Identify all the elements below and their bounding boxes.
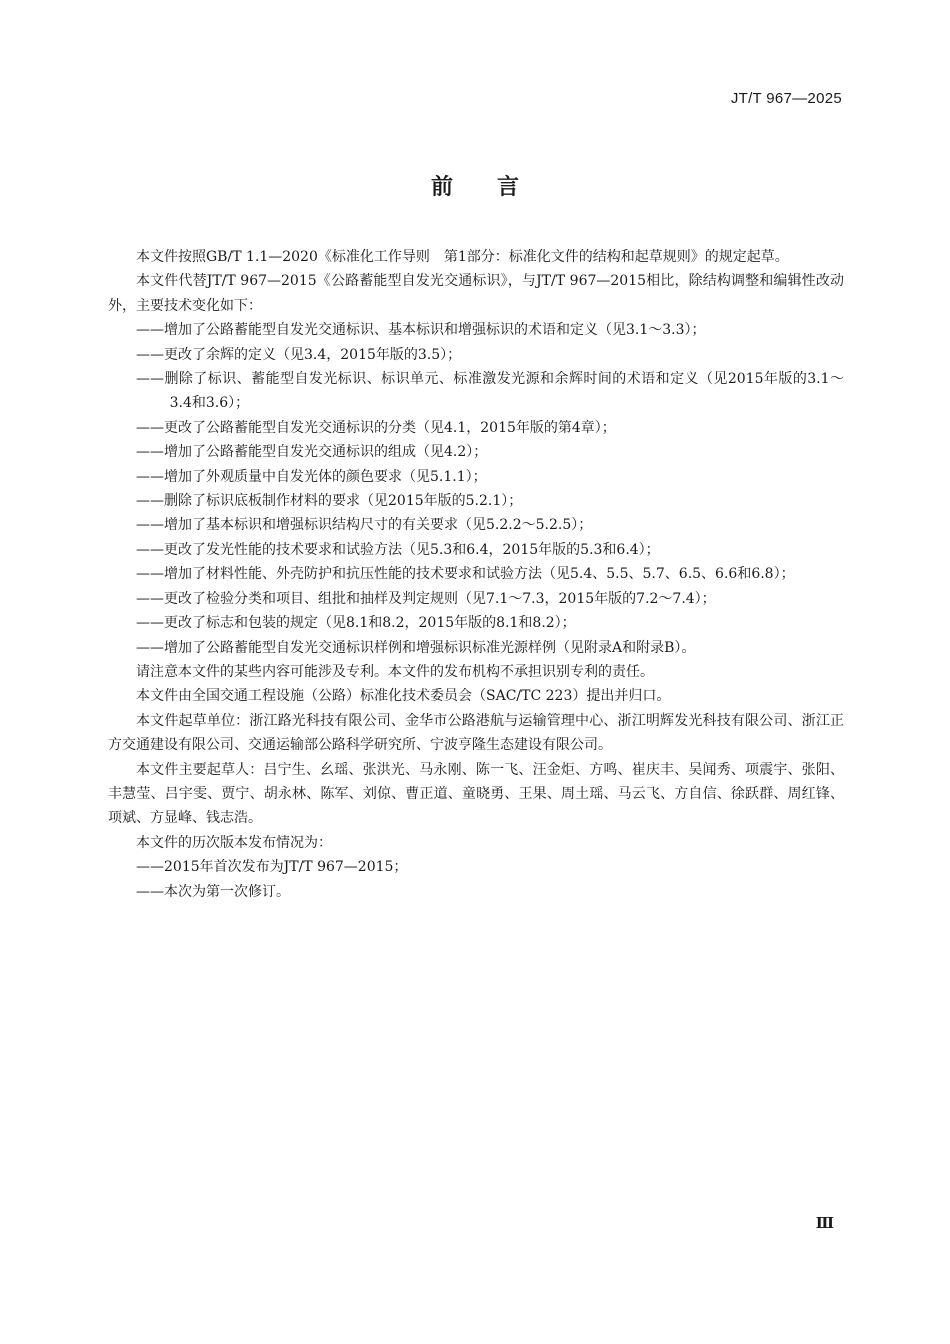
paragraph: 本文件按照GB/T 1.1—2020《标准化工作导则 第1部分：标准化文件的结构和起草规则》的规定起草。 — [136, 249, 789, 265]
change-item: ——增加了公路蓄能型自发光交通标识的组成（见4.2）； — [136, 444, 488, 461]
paragraph: 本文件代替JT/T 967—2015《公路蓄能型自发光交通标识》，与JT/T 967—2015相比，除结构调整和编辑性改动外，主要技术变化如下： — [108, 273, 844, 314]
change-item: ——增加了基本标识和增强标识结构尺寸的有关要求（见5.2.2～5.2.5）； — [136, 517, 593, 534]
change-item: ——更改了余辉的定义（见3.4，2015年版的3.5）； — [136, 346, 462, 363]
change-item: ——增加了公路蓄能型自发光交通标识样例和增强标识标准光源样例（见附录A和附录B）。 — [136, 639, 696, 656]
doc-code: JT/T 967—2025 — [730, 90, 842, 107]
change-item: ——更改了发光性能的技术要求和试验方法（见5.3和6.4，2015年版的5.3和6.4）； — [136, 541, 660, 558]
document-body — [108, 245, 844, 904]
paragraph: 本文件起草单位：浙江路光科技有限公司、金华市公路港航与运输管理中心、浙江明辉发光科技有限公司、浙江正方交通建设有限公司、交通运输部公路科学研究所、宁波亨隆生态建设有限公司。 — [108, 712, 844, 754]
change-item: ——增加了材料性能、外壳防护和抗压性能的技术要求和试验方法（见5.4、5.5、5.7、6.5、6.6和6.8）； — [136, 566, 795, 583]
change-item: ——删除了标识、蓄能型自发光标识、标识单元、标准激发光源和余辉时间的术语和定义（见2015年版的3.1～3.4和3.6）； — [136, 371, 844, 412]
history-item: ——2015年首次发布为JT/T 967—2015； — [136, 859, 408, 876]
history-item: ——本次为第一次修订。 — [136, 883, 290, 900]
change-item: ——更改了公路蓄能型自发光交通标识的分类（见4.1，2015年版的第4章）； — [136, 419, 616, 436]
change-item: ——删除了标识底板制作材料的要求（见2015年版的5.2.1）； — [136, 493, 523, 510]
paragraph: 本文件由全国交通工程设施（公路）标准化技术委员会（SAC/TC 223）提出并归口。 — [136, 688, 671, 705]
change-item: ——增加了外观质量中自发光体的颜色要求（见5.1.1）； — [136, 468, 487, 485]
page-title: 前言 — [430, 175, 563, 200]
change-item: ——更改了标志和包装的规定（见8.1和8.2，2015年版的8.1和8.2）； — [136, 615, 576, 632]
change-item: ——增加了公路蓄能型自发光交通标识、基本标识和增强标识的术语和定义（见3.1～3.3）； — [136, 322, 706, 339]
paragraph: 本文件主要起草人：吕宁生、幺瑶、张洪光、马永刚、陈一飞、汪金炬、方鸣、崔庆丰、吴闻秀、项震宇、张阳、丰慧莹、吕宇雯、贾宁、胡永林、陈军、刘倞、曹正道、童晓勇、王果、周土瑶、马云飞、方自信、徐跃群、周红锋、项斌、方显峰、钱志浩。 — [108, 761, 844, 827]
paragraph: 本文件的历次版本发布情况为： — [136, 834, 332, 851]
paragraph: 请注意本文件的某些内容可能涉及专利。本文件的发布机构不承担识别专利的责任。 — [136, 663, 654, 680]
change-item: ——更改了检验分类和项目、组批和抽样及判定规则（见7.1～7.3，2015年版的7.2～7.4）； — [136, 590, 716, 607]
page-number: Ⅲ — [815, 1214, 834, 1232]
